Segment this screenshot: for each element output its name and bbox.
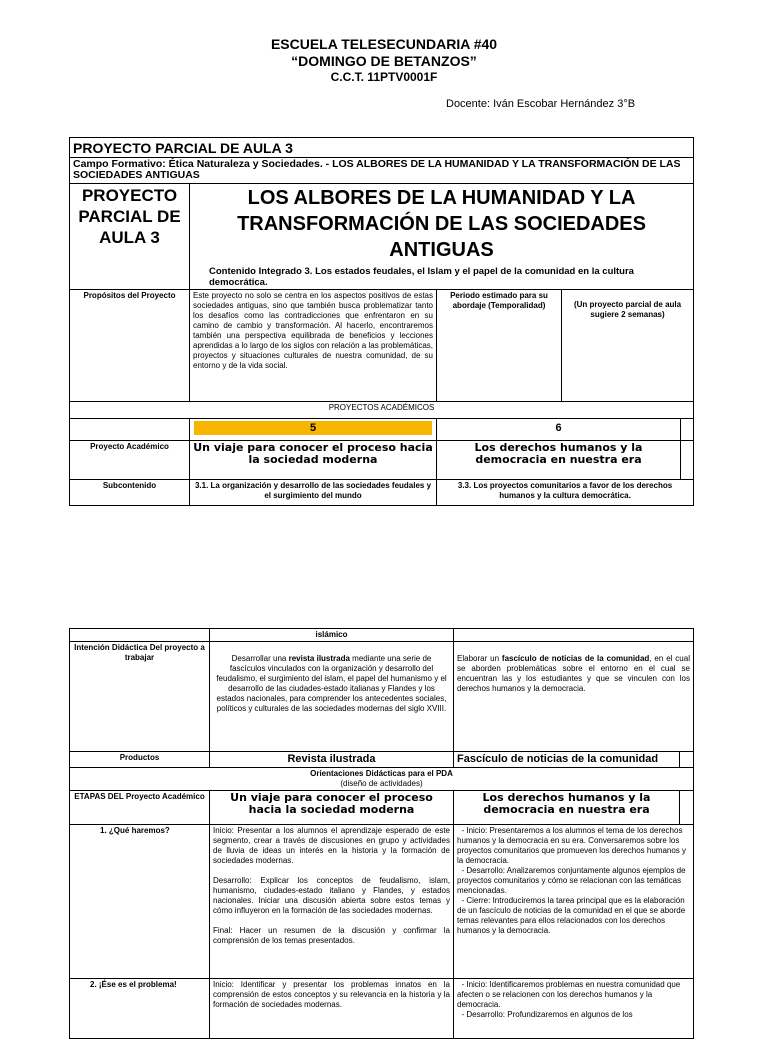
project-5-name: Un viaje para conocer el proceso hacia la sociedad moderna — [190, 441, 437, 480]
subcontenido-6: 3.3. Los proyectos comunitarios a favor de los derechos humanos y la cultura democrática. — [437, 480, 694, 506]
etapa-2-6-inicio: - Inicio: Identificaremos problemas en nuestra comunidad que afecten o se relacionen con los derechos humanos y la democracia. — [457, 980, 683, 1009]
periodo-label: Periodo estimado para su abordaje (Temporalidad) — [437, 290, 562, 402]
proyectos-academicos-header: PROYECTOS ACADÉMICOS — [70, 402, 694, 419]
project-big-title: LOS ALBORES DE LA HUMANIDAD Y LA TRANSFORMACIÓN DE LAS SOCIEDADES ANTIGUAS — [237, 187, 646, 261]
campo-formativo: Campo Formativo: Ética Naturaleza y Sociedades. - LOS ALBORES DE LA HUMANIDAD Y LA TRANSFORMACIÓN DE LAS SOCIEDADES ANTIGUAS — [70, 158, 694, 184]
empty-cell — [70, 419, 190, 441]
proyecto-academico-label: Proyecto Académico — [70, 441, 190, 480]
etapa-1-6-inicio: - Inicio: Presentaremos a los alumnos el tema de los derechos humanos y la democracia en su era. Conversaremos sobre los proyectos comunitarios que promueven los derechos humanos y la democracia. — [457, 826, 689, 865]
etapa-1-5-inicio: Inicio: Presentar a los alumnos el aprendizaje esperado de este segmento, crear a través de discusiones en grupo y actividades de lluvia de ideas un interés en la historia y la formación de sociedades modernas. — [213, 826, 450, 865]
intencion-5-text-end: mediante una serie de fascículos vinculados con la organización y desarrollo del feudalismo, el surgimiento del islam, el papel del humanismo y el desarrollo de las ciudades-estado italianas y Flandes y los estados nacionales, para comprender los antecedentes sociales, políticos y culturales de las sociedades modernas del siglo XVIII. — [216, 654, 447, 713]
periodo-value: (Un proyecto parcial de aula sugiere 2 semanas) — [562, 290, 694, 402]
intencion-6 — [454, 642, 694, 752]
orientaciones-title: Orientaciones Didácticas para el PDA — [310, 769, 453, 778]
school-subtitle: “DOMINGO DE BETANZOS” — [291, 53, 477, 69]
empty-cell — [680, 752, 694, 768]
teacher-info: Docente: Iván Escobar Hernández 3°B — [446, 98, 636, 110]
producto-6: Fascículo de noticias de la comunidad — [454, 752, 680, 768]
etapa-1-6-desarrollo: - Desarrollo: Analizaremos conjuntamente algunos ejemplos de proyectos comunitarios y cómo se relacionan con las temáticas mencionadas. — [457, 866, 688, 895]
productos-label: Productos — [70, 752, 210, 768]
intencion-5-bold: revista ilustrada — [288, 654, 350, 663]
orientaciones-subtitle: (diseño de actividades) — [340, 779, 423, 788]
intencion-5-text: Desarrollar una — [231, 654, 289, 663]
propositos-text: Este proyecto no solo se centra en los aspectos positivos de estas sociedades antiguas, sino que también busca problematizar tanto los desafíos como las contradicciones que enfrentaron en su camino de cambio y transformación. Al hacerlo, encontraremos también una perspectiva equilibrada de beneficios y lecciones aprendidas a lo largo de los siglos con relación a las problemáticas, proyectos y situaciones culturales de nuestra comunidad, de su entorno y de la vida social. — [190, 290, 437, 402]
etapa-2-6-desarrollo: - Desarrollo: Profundizaremos en algunos de los — [457, 1010, 633, 1019]
project-big-title-cell — [190, 184, 694, 290]
etapa-2-label: 2. ¡Ése es el problema! — [70, 979, 210, 1039]
etapas-project-6-name: Los derechos humanos y la democracia en nuestra era — [454, 791, 680, 825]
project-title: PROYECTO PARCIAL DE AULA 3 — [70, 138, 694, 158]
project-6-name: Los derechos humanos y la democracia en nuestra era — [437, 441, 681, 480]
etapa-1-6-cierre: - Cierre: Introduciremos la tarea principal que es la elaboración de un fascículo de noticias de la comunidad en el que se aborde temas relevantes para ellos relacionados con los derechos humanos y la democracia. — [457, 896, 688, 935]
empty-cell — [680, 791, 694, 825]
project-number-6: 6 — [437, 419, 681, 441]
intencion-6-text-end: , en el cual se aborden problemáticas sobre el entorno en el cual se encuentran las y los estudiantes y que se vinculen con los derechos humanos y la democracia. — [457, 654, 690, 693]
empty-cell — [681, 419, 694, 441]
school-name: ESCUELA TELESECUNDARIA #40 — [270, 36, 498, 52]
didactic-table — [69, 628, 694, 1039]
intencion-6-bold: fascículo de noticias de la comunidad — [501, 654, 650, 663]
intencion-5 — [210, 642, 454, 752]
etapas-label: ETAPAS DEL Proyecto Académico — [70, 791, 210, 825]
etapa-1-project-6 — [454, 825, 694, 979]
intencion-label: Intención Didáctica Del proyecto a trabajar — [70, 642, 210, 752]
etapa-2-project-5: Inicio: Identificar y presentar los problemas innatos en la comprensión de estos conceptos y su relevancia en la historia y la formación de sociedades modernas. — [210, 979, 454, 1039]
etapa-1-project-5 — [210, 825, 454, 979]
project-big-label: PROYECTO PARCIAL DE AULA 3 — [70, 184, 190, 290]
subcontenido-label: Subcontenido — [70, 480, 190, 506]
project-table — [69, 137, 694, 506]
empty-cell — [70, 629, 210, 642]
producto-5: Revista ilustrada — [210, 752, 454, 768]
empty-cell — [454, 629, 694, 642]
project-number-5: 5 — [194, 421, 432, 435]
etapa-1-label: 1. ¿Qué haremos? — [70, 825, 210, 979]
empty-cell — [681, 441, 694, 480]
etapa-1-5-desarrollo: Desarrollo: Explicar los conceptos de feudalismo, islam, humanismo, ciudades-estado italiano y Flandes, y estados nacionales. Iniciar una discusión abierta sobre estos temas y cómo influyeron en la formación de las sociedades modernas. — [213, 876, 450, 915]
orientaciones-header — [70, 768, 694, 791]
school-cct: C.C.T. 11PTV0001F — [330, 70, 438, 84]
etapa-1-5-final: Final: Hacer un resumen de la discusión y confirmar la comprensión de los temas presentados. — [213, 926, 450, 945]
contenido-integrado: Contenido Integrado 3. Los estados feudales, el Islam y el papel de la comunidad en la cultura democrática. — [209, 266, 634, 288]
etapas-project-5-name: Un viaje para conocer el proceso hacia la sociedad moderna — [210, 791, 454, 825]
project-number-5-cell — [190, 419, 437, 441]
islamico-continuation: islámico — [210, 629, 454, 642]
intencion-6-text: Elaborar un — [457, 654, 502, 663]
subcontenido-5: 3.1. La organización y desarrollo de las sociedades feudales y el surgimiento del mundo — [190, 480, 437, 506]
etapa-2-project-6 — [454, 979, 694, 1039]
propositos-label: Propósitos del Proyecto — [70, 290, 190, 402]
